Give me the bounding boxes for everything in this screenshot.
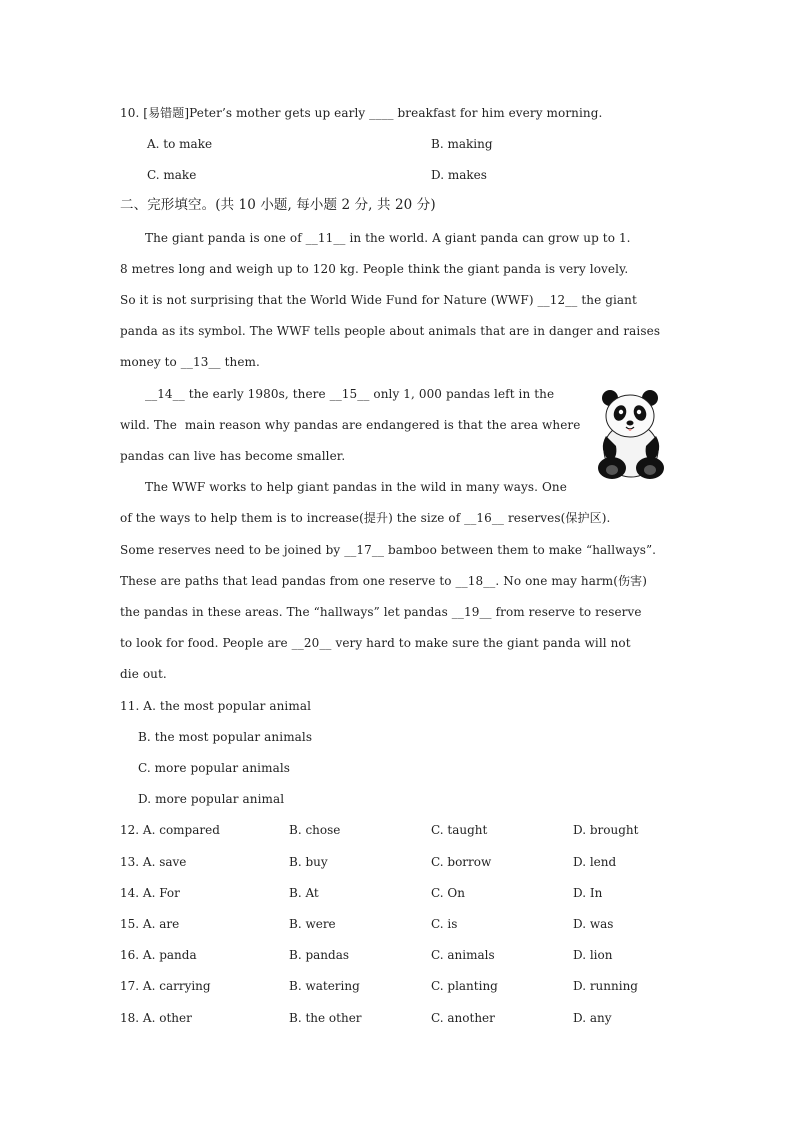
question-row <box>120 822 680 838</box>
question-option-d: D. brought <box>573 823 639 837</box>
passage-line: __14__ the early 1980s, there __15__ only 1, 000 pandas left in the <box>145 387 555 401</box>
question-option-b: B. pandas <box>289 948 350 962</box>
passage-line: wild. The main reason why pandas are endangered is that the area where <box>120 418 581 432</box>
question-option-b: B. chose <box>289 823 341 837</box>
question-row <box>120 978 680 994</box>
question-10-stem: 10. [易错题]Peter’s mother gets up early ____ breakfast for him every morning. <box>120 106 603 120</box>
question-11-option-b: B. the most popular animals <box>138 730 313 744</box>
question-option-a: 13. A. save <box>120 855 187 869</box>
passage-line: the pandas in these areas. The “hallways” let pandas __19__ from reserve to reserve <box>120 605 642 619</box>
question-option-b: B. watering <box>289 979 360 993</box>
passage-line: The giant panda is one of __11__ in the world. A giant panda can grow up to 1. <box>145 231 631 245</box>
passage-line: So it is not surprising that the World Wide Fund for Nature (WWF) __12__ the giant <box>120 293 637 307</box>
question-option-b: B. the other <box>289 1011 362 1025</box>
question-option-c: C. planting <box>431 979 498 993</box>
question-option-a: 17. A. carrying <box>120 979 211 993</box>
passage-line: The WWF works to help giant pandas in the wild in many ways. One <box>145 480 567 494</box>
passage-line: to look for food. People are __20__ very hard to make sure the giant panda will not <box>120 636 631 650</box>
section-heading: 二、完形填空。(共 10 小题, 每小题 2 分, 共 20 分) <box>120 197 436 213</box>
question-11-option-a: 11. A. the most popular animal <box>120 699 312 713</box>
q10-option-d: D. makes <box>431 168 487 182</box>
q10-option-b: B. making <box>431 137 493 151</box>
question-option-d: D. any <box>573 1011 612 1025</box>
q10-option-c: C. make <box>147 168 197 182</box>
question-option-a: 16. A. panda <box>120 948 197 962</box>
q10-option-a: A. to make <box>147 137 213 151</box>
question-option-d: D. was <box>573 917 614 931</box>
question-option-d: D. In <box>573 886 603 900</box>
panda-illustration <box>596 388 666 480</box>
question-row <box>120 916 680 932</box>
question-option-b: B. were <box>289 917 336 931</box>
passage-line: pandas can live has become smaller. <box>120 449 346 463</box>
passage-line: of the ways to help them is to increase(提升) the size of __16__ reserves(保护区). <box>120 511 611 525</box>
question-option-c: C. animals <box>431 948 495 962</box>
passage-line: money to __13__ them. <box>120 355 260 369</box>
question-row <box>120 885 680 901</box>
question-row <box>120 1010 680 1026</box>
question-option-d: D. lend <box>573 855 617 869</box>
question-option-a: 14. A. For <box>120 886 180 900</box>
question-option-c: C. is <box>431 917 458 931</box>
passage-line: die out. <box>120 667 167 681</box>
question-row <box>120 854 680 870</box>
passage-line: panda as its symbol. The WWF tells people about animals that are in danger and raises <box>120 324 661 338</box>
question-option-a: 12. A. compared <box>120 823 220 837</box>
question-option-d: D. lion <box>573 948 613 962</box>
question-11-option-c: C. more popular animals <box>138 761 291 775</box>
question-option-a: 15. A. are <box>120 917 180 931</box>
passage-line: Some reserves need to be joined by __17__ bamboo between them to make “hallways”. <box>120 543 657 557</box>
passage-line: 8 metres long and weigh up to 120 kg. People think the giant panda is very lovely. <box>120 262 629 276</box>
passage-line: These are paths that lead pandas from one reserve to __18__. No one may harm(伤害) <box>120 574 648 588</box>
question-option-d: D. running <box>573 979 638 993</box>
question-option-a: 18. A. other <box>120 1011 192 1025</box>
question-option-c: C. taught <box>431 823 488 837</box>
question-row <box>120 947 680 963</box>
question-option-b: B. At <box>289 886 319 900</box>
question-option-c: C. borrow <box>431 855 492 869</box>
question-11-option-d: D. more popular animal <box>138 792 285 806</box>
question-option-b: B. buy <box>289 855 328 869</box>
question-option-c: C. On <box>431 886 465 900</box>
question-option-c: C. another <box>431 1011 495 1025</box>
